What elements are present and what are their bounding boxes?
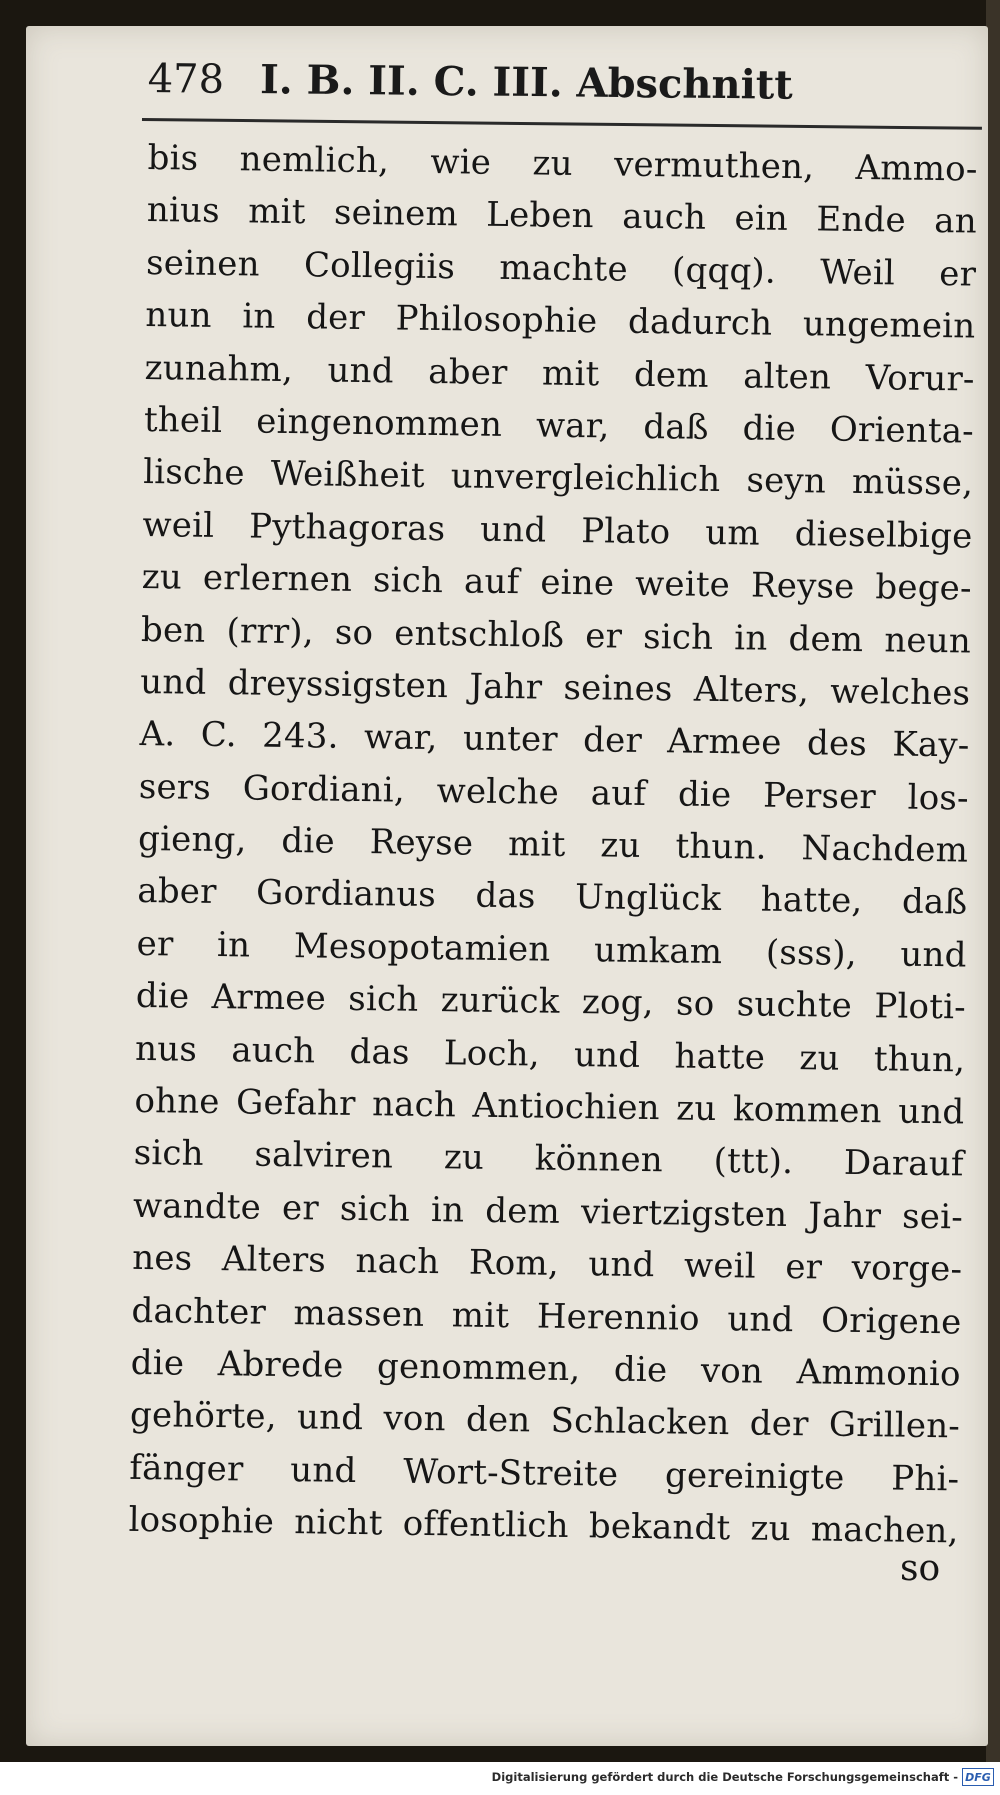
- text-line: und dreyssigsten Jahr seines Alters, welches: [140, 661, 971, 714]
- book-edge: [986, 0, 1000, 1762]
- page-number: 478: [147, 55, 225, 103]
- text-line: gehörte, und von den Schlacken der Grillen-: [129, 1395, 961, 1447]
- text-line: die Abrede genommen, die von Ammonio: [130, 1342, 962, 1395]
- text-line: gieng, die Reyse mit zu thun. Nachdem: [137, 819, 969, 871]
- text-line: dachter massen mit Herennio und Origene: [131, 1290, 962, 1343]
- text-line: losophie nicht offentlich bekandt zu machen,: [128, 1500, 959, 1552]
- catchword: so: [900, 1548, 941, 1589]
- text-line: theil eingenommen war, daß die Orienta-: [143, 399, 975, 452]
- text-line: lische Weißheit unvergleichlich seyn müsse,: [142, 452, 974, 504]
- running-title: I. B. II. C. III. Abschnitt: [259, 56, 793, 109]
- text-line: nus auch das Loch, und hatte zu thun,: [134, 1028, 966, 1081]
- text-line: A. C. 243. war, unter der Armee des Kay-: [139, 714, 970, 766]
- text-line: nun in der Philosophie dadurch ungemein: [145, 295, 976, 347]
- text-line: er in Mesopotamien umkam (sss), und: [136, 923, 967, 976]
- text-line: zu erlernen sich auf eine weite Reyse bege-: [141, 557, 972, 609]
- funding-credit: Digitalisierung gefördert durch die Deutsche Forschungsgemeinschaft -: [491, 1770, 958, 1784]
- text-line: aber Gordianus das Unglück hatte, daß: [137, 871, 968, 923]
- dfg-logo: DFG: [962, 1768, 994, 1786]
- text-line: bis nemlich, wie zu vermuthen, Ammo-: [147, 137, 978, 190]
- text-line: ben (rrr), so entschloß er sich in dem neun: [140, 609, 972, 662]
- running-header: [147, 55, 848, 122]
- text-line: zunahm, und aber mit dem alten Vorur-: [144, 347, 975, 400]
- text-line: nius mit seinem Leben auch ein Ende an: [146, 190, 978, 242]
- text-line: nes Alters nach Rom, und weil er vorge-: [131, 1238, 963, 1290]
- text-line: sich salviren zu können (ttt). Darauf: [133, 1133, 964, 1185]
- text-line: sers Gordiani, welche auf die Perser los-: [138, 766, 970, 819]
- footer-bar: [0, 1762, 1000, 1795]
- body-text: [128, 132, 978, 1558]
- text-line: weil Pythagoras und Plato um dieselbige: [142, 504, 973, 557]
- text-line: seinen Collegiis machte (qqq). Weil er: [145, 242, 977, 295]
- text-line: die Armee sich zurück zog, so suchte Ploti-: [135, 976, 967, 1028]
- text-line: fänger und Wort-Streite gereinigte Phi-: [129, 1447, 960, 1500]
- text-line: wandte er sich in dem viertzigsten Jahr sei-: [132, 1185, 964, 1238]
- text-line: ohne Gefahr nach Antiochien zu kommen und: [134, 1080, 965, 1133]
